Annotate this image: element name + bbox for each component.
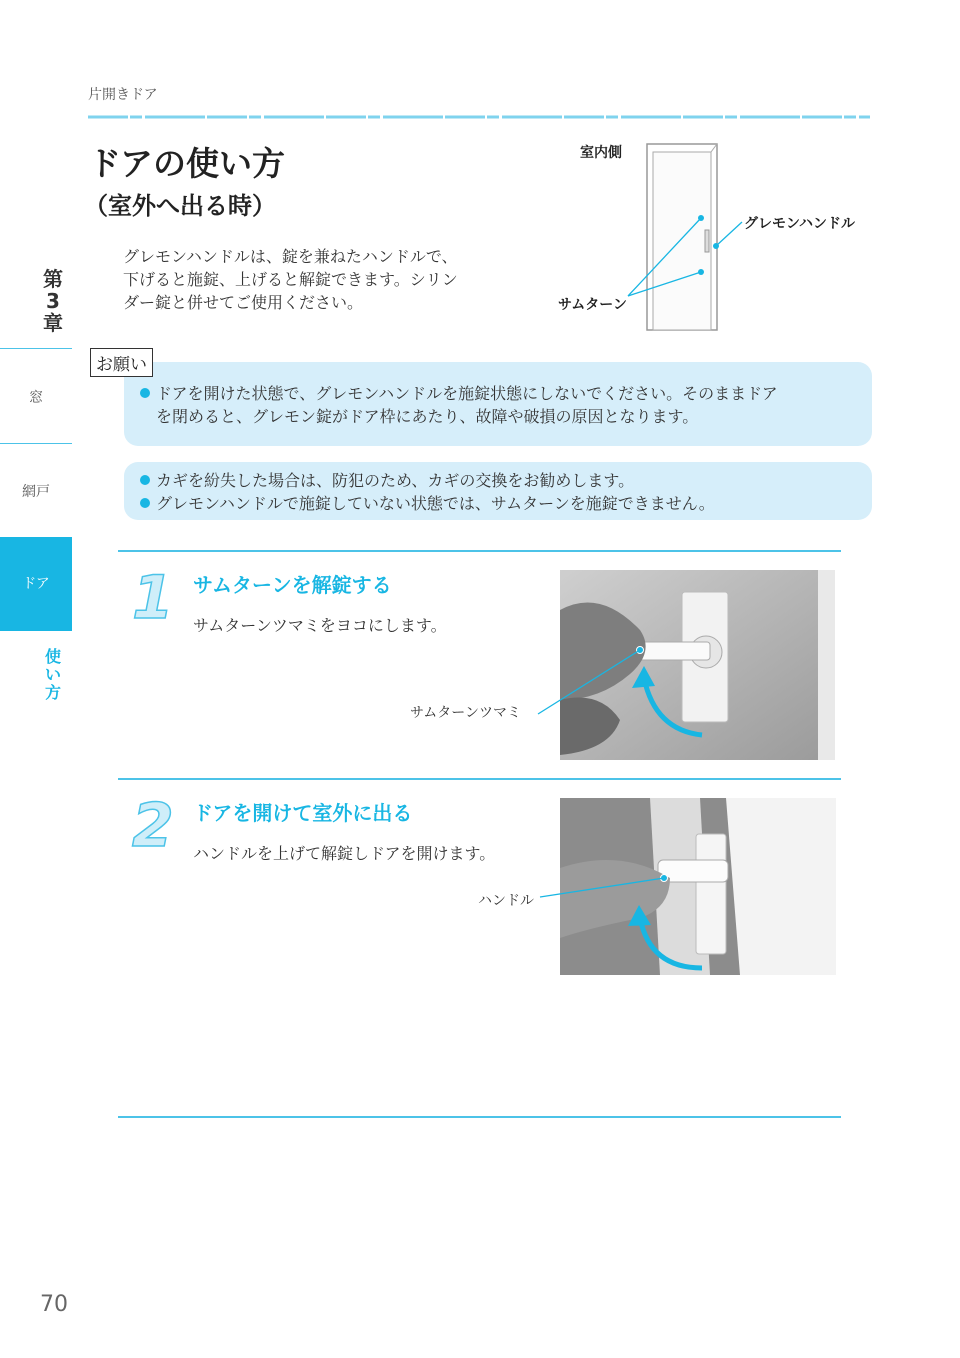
chapter-number: 3 [46, 289, 60, 313]
sidebar-subsection [36, 648, 70, 702]
step-number: 1 [132, 563, 174, 633]
tip-text: カギを紛失した場合は、防犯のため、カギの交換をお勧めします。 [156, 471, 635, 490]
thumbturn-label: サムターン [558, 297, 628, 313]
callout-leader [536, 648, 642, 718]
subsection-char: 使 [44, 647, 61, 666]
page-subtitle: （室外へ出る時） [84, 192, 276, 220]
step-description: ハンドルを上げて解錠しドアを開けます。 [193, 844, 496, 863]
chapter-indicator [36, 268, 70, 334]
tip-text: グレモンハンドルで施錠していない状態では、サムターンを施錠できません。 [156, 494, 715, 513]
sidebar-divider [0, 348, 72, 349]
chapter-char: 章 [43, 311, 63, 335]
subsection-char: い [44, 665, 61, 684]
sidebar-divider [0, 443, 72, 444]
indoor-side-label: 室内側 [580, 145, 622, 161]
header-rule [88, 114, 870, 120]
intro-text [123, 245, 513, 314]
thumbturn-knob-callout: サムターンツマミ [410, 705, 522, 721]
callout-leader [538, 876, 666, 900]
step-number: 2 [132, 791, 174, 861]
bullet-icon [140, 388, 150, 398]
step-divider [118, 778, 841, 780]
chapter-char: 第 [43, 267, 63, 291]
request-box [124, 362, 872, 446]
tip-item [140, 492, 856, 515]
sidebar-item-screen[interactable]: 網戸 [22, 484, 50, 500]
page-title: ドアの使い方 [88, 144, 286, 183]
page-number: 70 [40, 1292, 68, 1317]
intro-line: ダー錠と併せてご使用ください。 [123, 293, 364, 312]
tips-box [124, 462, 872, 520]
subsection-char: 方 [44, 683, 61, 702]
bullet-icon [140, 475, 150, 485]
step-description: サムターンツマミをヨコにします。 [193, 616, 447, 635]
sidebar-item-window[interactable]: 窓 [29, 390, 43, 406]
handle-label: グレモンハンドル [744, 216, 856, 232]
door-diagram [550, 138, 890, 338]
step-title: ドアを開けて室外に出る [193, 801, 413, 825]
step-title: サムターンを解錠する [193, 573, 392, 597]
intro-line: グレモンハンドルは、錠を兼ねたハンドルで、 [123, 247, 458, 266]
breadcrumb: 片開きドア [88, 87, 158, 103]
request-line: を閉めると、グレモン錠がドア枠にあたり、故障や破損の原因となります。 [156, 407, 699, 426]
request-item [140, 382, 856, 428]
request-tag: お願い [90, 348, 153, 377]
sidebar-item-door[interactable]: ドア [0, 537, 72, 631]
tip-item [140, 469, 856, 492]
request-line: ドアを開けた状態で、グレモンハンドルを施錠状態にしないでください。そのままドア [156, 384, 778, 403]
handle-callout: ハンドル [478, 893, 534, 909]
step-divider [118, 550, 841, 552]
intro-line: 下げると施錠、上げると解錠できます。シリン [123, 270, 458, 289]
section-end-divider [118, 1116, 841, 1118]
bullet-icon [140, 498, 150, 508]
